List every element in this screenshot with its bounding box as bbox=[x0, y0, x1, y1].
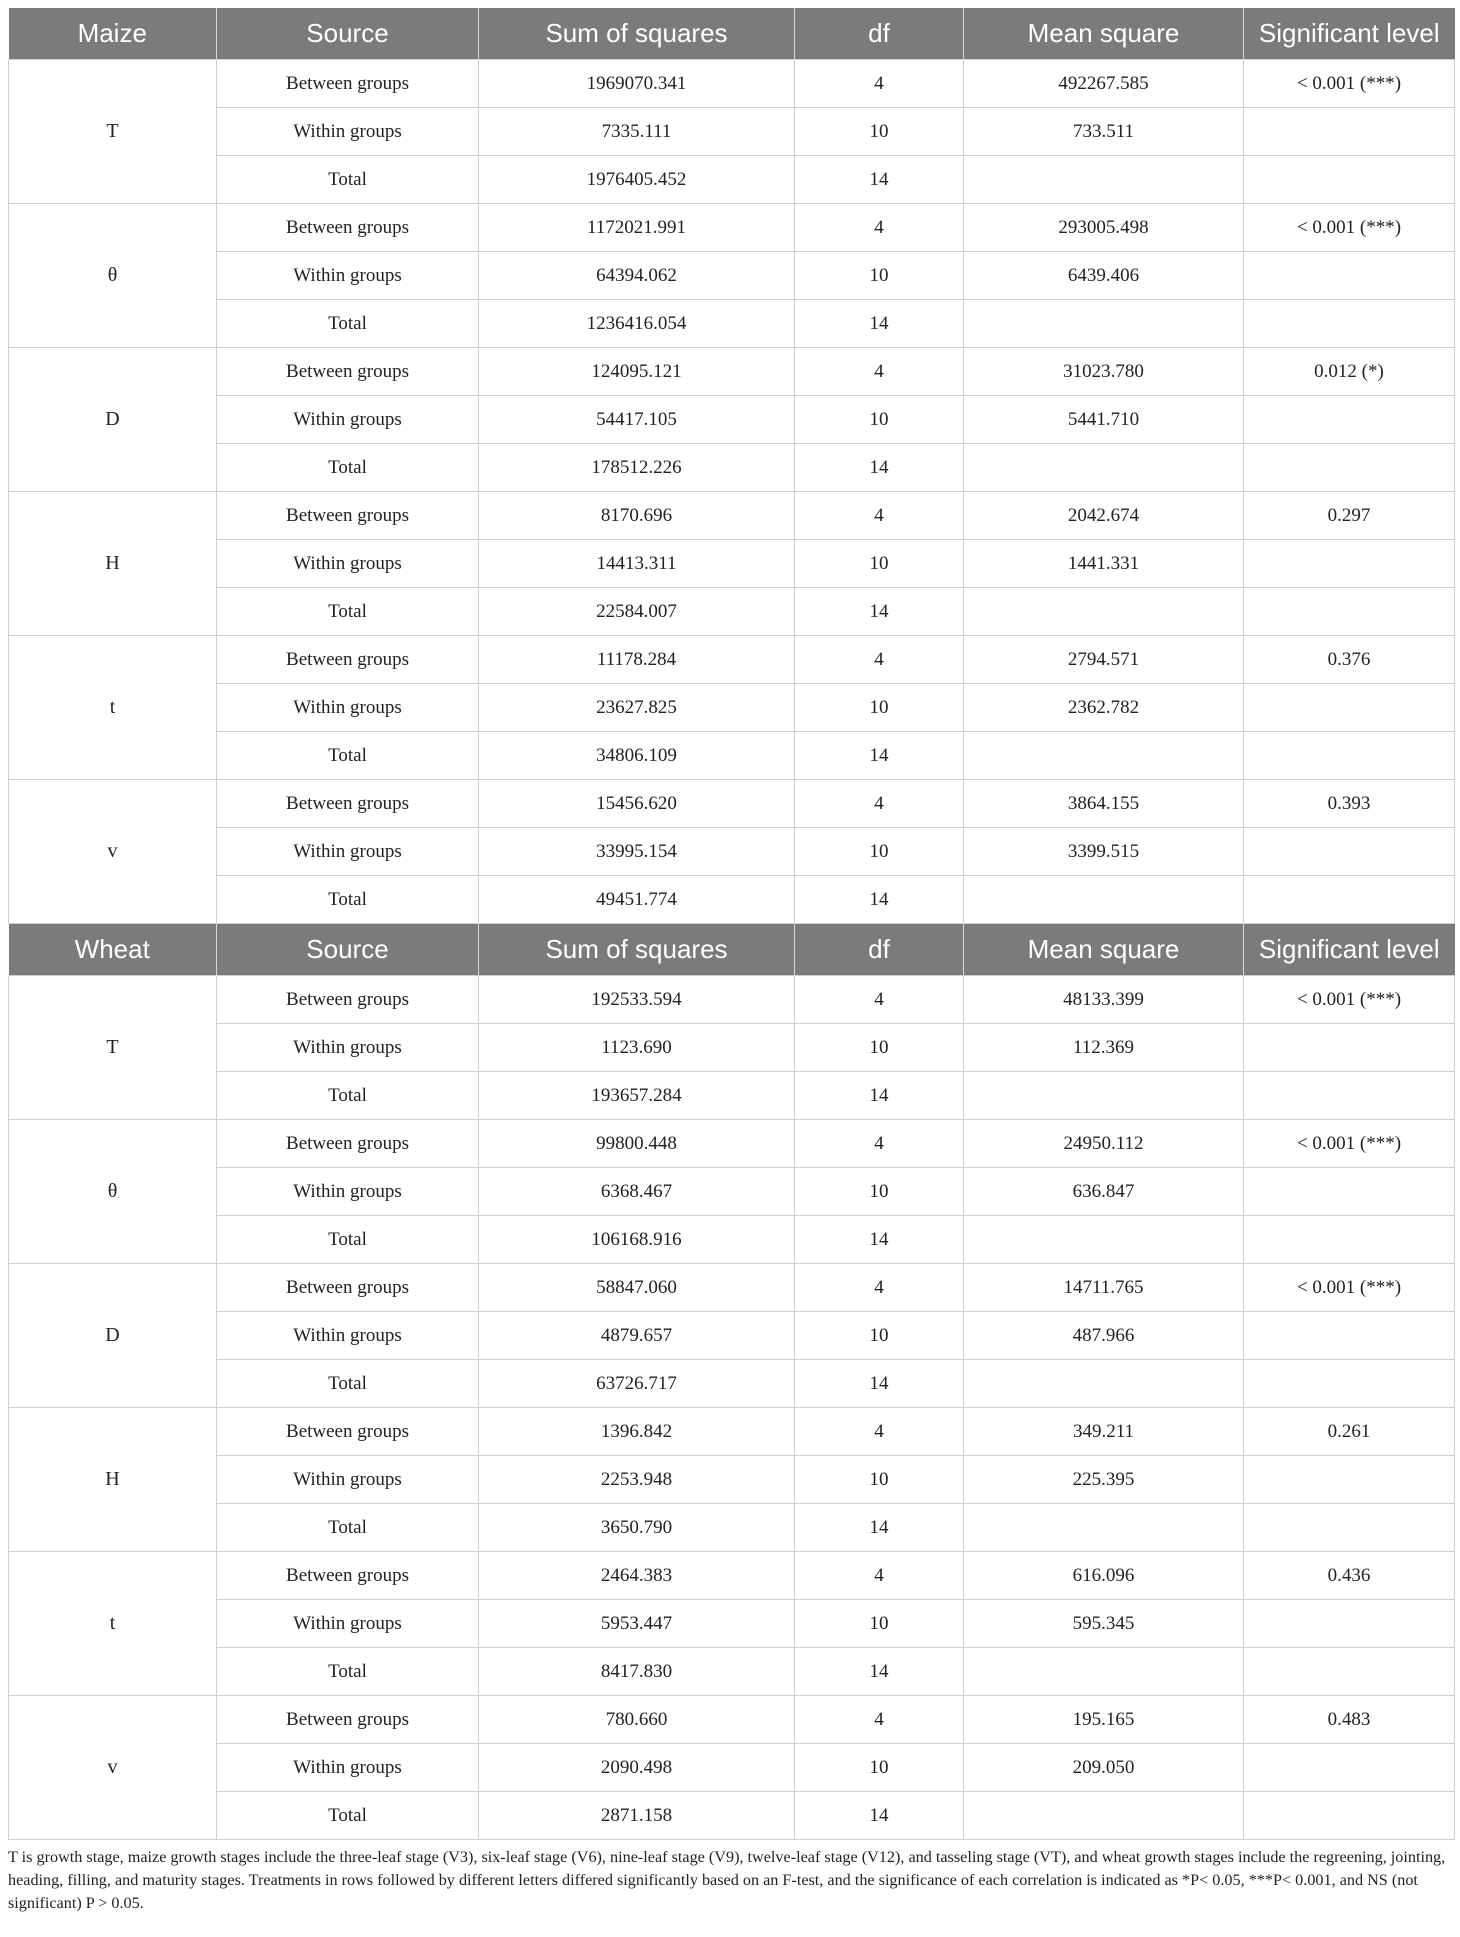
sum-of-squares-cell: 58847.060 bbox=[479, 1264, 795, 1312]
significance-cell: 0.297 bbox=[1244, 492, 1455, 540]
sum-of-squares-cell: 106168.916 bbox=[479, 1216, 795, 1264]
sum-of-squares-cell: 2090.498 bbox=[479, 1744, 795, 1792]
df-cell: 10 bbox=[795, 684, 964, 732]
mean-square-cell: 6439.406 bbox=[964, 252, 1244, 300]
sum-of-squares-cell: 11178.284 bbox=[479, 636, 795, 684]
table-row bbox=[9, 492, 1455, 540]
sum-of-squares-cell: 2253.948 bbox=[479, 1456, 795, 1504]
df-cell: 10 bbox=[795, 540, 964, 588]
sum-of-squares-cell: 2871.158 bbox=[479, 1792, 795, 1840]
significance-cell: 0.261 bbox=[1244, 1408, 1455, 1456]
mean-square-cell: 5441.710 bbox=[964, 396, 1244, 444]
column-header: Source bbox=[217, 8, 479, 60]
table-row bbox=[9, 1360, 1455, 1408]
df-cell: 14 bbox=[795, 444, 964, 492]
significance-cell bbox=[1244, 300, 1455, 348]
table-row bbox=[9, 780, 1455, 828]
df-cell: 10 bbox=[795, 108, 964, 156]
mean-square-cell bbox=[964, 300, 1244, 348]
column-header: Sum of squares bbox=[479, 8, 795, 60]
sum-of-squares-cell: 8170.696 bbox=[479, 492, 795, 540]
table-row bbox=[9, 1456, 1455, 1504]
source-cell: Within groups bbox=[217, 1024, 479, 1072]
table-row bbox=[9, 444, 1455, 492]
anova-table bbox=[8, 8, 1455, 1840]
df-cell: 4 bbox=[795, 1264, 964, 1312]
source-cell: Between groups bbox=[217, 60, 479, 108]
significance-cell bbox=[1244, 588, 1455, 636]
source-cell: Within groups bbox=[217, 1168, 479, 1216]
variable-cell: v bbox=[9, 1696, 217, 1840]
significance-cell bbox=[1244, 684, 1455, 732]
source-cell: Between groups bbox=[217, 1120, 479, 1168]
df-cell: 14 bbox=[795, 1504, 964, 1552]
source-cell: Between groups bbox=[217, 636, 479, 684]
table-row bbox=[9, 976, 1455, 1024]
mean-square-cell: 2362.782 bbox=[964, 684, 1244, 732]
variable-cell: H bbox=[9, 492, 217, 636]
sum-of-squares-cell: 14413.311 bbox=[479, 540, 795, 588]
source-cell: Within groups bbox=[217, 1600, 479, 1648]
sum-of-squares-cell: 124095.121 bbox=[479, 348, 795, 396]
df-cell: 4 bbox=[795, 1552, 964, 1600]
table-row bbox=[9, 684, 1455, 732]
mean-square-cell: 2042.674 bbox=[964, 492, 1244, 540]
df-cell: 10 bbox=[795, 1168, 964, 1216]
table-row bbox=[9, 1600, 1455, 1648]
mean-square-cell: 492267.585 bbox=[964, 60, 1244, 108]
df-cell: 14 bbox=[795, 876, 964, 924]
sum-of-squares-cell: 33995.154 bbox=[479, 828, 795, 876]
mean-square-cell bbox=[964, 1072, 1244, 1120]
source-cell: Total bbox=[217, 876, 479, 924]
table-row bbox=[9, 1120, 1455, 1168]
significance-cell: < 0.001 (***) bbox=[1244, 976, 1455, 1024]
variable-cell: θ bbox=[9, 204, 217, 348]
significance-cell bbox=[1244, 1312, 1455, 1360]
sum-of-squares-cell: 1976405.452 bbox=[479, 156, 795, 204]
table-row bbox=[9, 588, 1455, 636]
df-cell: 10 bbox=[795, 252, 964, 300]
source-cell: Total bbox=[217, 1072, 479, 1120]
sum-of-squares-cell: 23627.825 bbox=[479, 684, 795, 732]
variable-cell: θ bbox=[9, 1120, 217, 1264]
source-cell: Between groups bbox=[217, 1552, 479, 1600]
column-header: Significant level bbox=[1258, 18, 1440, 48]
df-cell: 4 bbox=[795, 1120, 964, 1168]
source-cell: Total bbox=[217, 444, 479, 492]
significance-cell: 0.376 bbox=[1244, 636, 1455, 684]
significance-cell bbox=[1244, 732, 1455, 780]
df-cell: 14 bbox=[795, 300, 964, 348]
sum-of-squares-cell: 22584.007 bbox=[479, 588, 795, 636]
table-footnote: T is growth stage, maize growth stages include the three-leaf stage (V3), six-leaf stage (V6), nine-leaf stage (V9), twelve-leaf stage (V12), and tasseling stage (VT), and wheat growth stages include the regreening, jointing, heading, filling, and maturity stages. Treatments in rows followed by different letters differed significantly based on an F-test, and the significance of each correlation is indicated as *P< 0.05, ***P< 0.001, and NS (not significant) P > 0.05. bbox=[8, 1848, 1446, 1912]
significance-cell bbox=[1244, 108, 1455, 156]
crop-header: Maize bbox=[9, 8, 217, 60]
mean-square-cell: 209.050 bbox=[964, 1744, 1244, 1792]
source-cell: Within groups bbox=[217, 1312, 479, 1360]
table-row bbox=[9, 1024, 1455, 1072]
df-cell: 4 bbox=[795, 1408, 964, 1456]
table-row bbox=[9, 876, 1455, 924]
mean-square-cell: 293005.498 bbox=[964, 204, 1244, 252]
sum-of-squares-cell: 1969070.341 bbox=[479, 60, 795, 108]
df-cell: 10 bbox=[795, 1024, 964, 1072]
variable-cell: D bbox=[9, 1264, 217, 1408]
table-row bbox=[9, 1552, 1455, 1600]
sum-of-squares-cell: 780.660 bbox=[479, 1696, 795, 1744]
table-row bbox=[9, 1168, 1455, 1216]
mean-square-cell: 487.966 bbox=[964, 1312, 1244, 1360]
mean-square-cell bbox=[964, 732, 1244, 780]
mean-square-cell: 3864.155 bbox=[964, 780, 1244, 828]
df-cell: 14 bbox=[795, 588, 964, 636]
column-header: Mean square bbox=[964, 8, 1244, 60]
anova-table-body bbox=[9, 8, 1455, 1840]
significance-cell bbox=[1244, 444, 1455, 492]
sum-of-squares-cell: 6368.467 bbox=[479, 1168, 795, 1216]
variable-cell: T bbox=[9, 60, 217, 204]
mean-square-cell: 112.369 bbox=[964, 1024, 1244, 1072]
significance-cell bbox=[1244, 1072, 1455, 1120]
sum-of-squares-cell: 2464.383 bbox=[479, 1552, 795, 1600]
sum-of-squares-cell: 1172021.991 bbox=[479, 204, 795, 252]
mean-square-cell: 733.511 bbox=[964, 108, 1244, 156]
df-cell: 10 bbox=[795, 1744, 964, 1792]
df-cell: 4 bbox=[795, 780, 964, 828]
significance-cell: 0.483 bbox=[1244, 1696, 1455, 1744]
table-row bbox=[9, 1216, 1455, 1264]
df-cell: 10 bbox=[795, 396, 964, 444]
source-cell: Within groups bbox=[217, 108, 479, 156]
mean-square-cell bbox=[964, 156, 1244, 204]
mean-square-cell bbox=[964, 444, 1244, 492]
sum-of-squares-cell: 1236416.054 bbox=[479, 300, 795, 348]
table-row bbox=[9, 396, 1455, 444]
table-row bbox=[9, 60, 1455, 108]
column-header: Source bbox=[217, 924, 479, 976]
mean-square-cell: 349.211 bbox=[964, 1408, 1244, 1456]
significance-cell: 0.012 (*) bbox=[1244, 348, 1455, 396]
significance-cell bbox=[1244, 1648, 1455, 1696]
significance-cell bbox=[1244, 1600, 1455, 1648]
table-row bbox=[9, 252, 1455, 300]
significance-cell: < 0.001 (***) bbox=[1244, 204, 1455, 252]
table-row bbox=[9, 1792, 1455, 1840]
table-row bbox=[9, 156, 1455, 204]
table-row bbox=[9, 1408, 1455, 1456]
crop-header: Wheat bbox=[9, 924, 217, 976]
source-cell: Within groups bbox=[217, 1744, 479, 1792]
df-cell: 4 bbox=[795, 636, 964, 684]
df-cell: 14 bbox=[795, 1792, 964, 1840]
mean-square-cell: 14711.765 bbox=[964, 1264, 1244, 1312]
variable-cell: v bbox=[9, 780, 217, 924]
significance-cell bbox=[1244, 876, 1455, 924]
source-cell: Within groups bbox=[217, 1456, 479, 1504]
source-cell: Total bbox=[217, 1792, 479, 1840]
table-row bbox=[9, 1072, 1455, 1120]
significance-cell bbox=[1244, 1456, 1455, 1504]
source-cell: Within groups bbox=[217, 828, 479, 876]
table-row bbox=[9, 108, 1455, 156]
df-cell: 14 bbox=[795, 1360, 964, 1408]
mean-square-cell: 3399.515 bbox=[964, 828, 1244, 876]
df-cell: 4 bbox=[795, 348, 964, 396]
variable-cell: D bbox=[9, 348, 217, 492]
sum-of-squares-cell: 178512.226 bbox=[479, 444, 795, 492]
significance-cell bbox=[1244, 1216, 1455, 1264]
significance-cell bbox=[1244, 540, 1455, 588]
significance-cell: 0.393 bbox=[1244, 780, 1455, 828]
mean-square-cell bbox=[964, 1216, 1244, 1264]
header-row bbox=[9, 8, 1455, 60]
significance-cell bbox=[1244, 1360, 1455, 1408]
sum-of-squares-cell: 3650.790 bbox=[479, 1504, 795, 1552]
sum-of-squares-cell: 64394.062 bbox=[479, 252, 795, 300]
df-cell: 14 bbox=[795, 156, 964, 204]
source-cell: Total bbox=[217, 300, 479, 348]
mean-square-cell: 636.847 bbox=[964, 1168, 1244, 1216]
source-cell: Between groups bbox=[217, 1408, 479, 1456]
table-row bbox=[9, 1264, 1455, 1312]
significance-cell bbox=[1244, 828, 1455, 876]
significance-cell: < 0.001 (***) bbox=[1244, 60, 1455, 108]
df-cell: 4 bbox=[795, 492, 964, 540]
df-cell: 10 bbox=[795, 1600, 964, 1648]
sum-of-squares-cell: 7335.111 bbox=[479, 108, 795, 156]
mean-square-cell: 595.345 bbox=[964, 1600, 1244, 1648]
column-header: Sum of squares bbox=[479, 924, 795, 976]
mean-square-cell bbox=[964, 1360, 1244, 1408]
table-row bbox=[9, 540, 1455, 588]
source-cell: Within groups bbox=[217, 396, 479, 444]
df-cell: 14 bbox=[795, 1648, 964, 1696]
significance-cell bbox=[1244, 1504, 1455, 1552]
sum-of-squares-cell: 5953.447 bbox=[479, 1600, 795, 1648]
source-cell: Between groups bbox=[217, 976, 479, 1024]
df-cell: 4 bbox=[795, 204, 964, 252]
variable-cell: t bbox=[9, 1552, 217, 1696]
df-cell: 4 bbox=[795, 976, 964, 1024]
sum-of-squares-cell: 54417.105 bbox=[479, 396, 795, 444]
table-row bbox=[9, 828, 1455, 876]
sum-of-squares-cell: 63726.717 bbox=[479, 1360, 795, 1408]
significance-cell bbox=[1244, 1744, 1455, 1792]
mean-square-cell: 1441.331 bbox=[964, 540, 1244, 588]
source-cell: Between groups bbox=[217, 204, 479, 252]
source-cell: Within groups bbox=[217, 540, 479, 588]
column-header: df bbox=[795, 924, 964, 976]
sum-of-squares-cell: 49451.774 bbox=[479, 876, 795, 924]
mean-square-cell bbox=[964, 1504, 1244, 1552]
header-row bbox=[9, 924, 1455, 976]
variable-cell: t bbox=[9, 636, 217, 780]
source-cell: Total bbox=[217, 156, 479, 204]
source-cell: Total bbox=[217, 1504, 479, 1552]
source-cell: Between groups bbox=[217, 780, 479, 828]
significance-cell bbox=[1244, 156, 1455, 204]
df-cell: 10 bbox=[795, 1312, 964, 1360]
df-cell: 4 bbox=[795, 1696, 964, 1744]
mean-square-cell: 31023.780 bbox=[964, 348, 1244, 396]
source-cell: Total bbox=[217, 1648, 479, 1696]
source-cell: Within groups bbox=[217, 684, 479, 732]
table-row bbox=[9, 300, 1455, 348]
variable-cell: H bbox=[9, 1408, 217, 1552]
column-header: Significant level bbox=[1258, 934, 1440, 964]
mean-square-cell: 616.096 bbox=[964, 1552, 1244, 1600]
mean-square-cell: 24950.112 bbox=[964, 1120, 1244, 1168]
table-row bbox=[9, 204, 1455, 252]
mean-square-cell: 2794.571 bbox=[964, 636, 1244, 684]
variable-cell: T bbox=[9, 976, 217, 1120]
sum-of-squares-cell: 1123.690 bbox=[479, 1024, 795, 1072]
table-row bbox=[9, 1312, 1455, 1360]
mean-square-cell bbox=[964, 588, 1244, 636]
significance-cell: 0.436 bbox=[1244, 1552, 1455, 1600]
source-cell: Between groups bbox=[217, 1696, 479, 1744]
significance-cell bbox=[1244, 1024, 1455, 1072]
mean-square-cell bbox=[964, 1792, 1244, 1840]
sum-of-squares-cell: 34806.109 bbox=[479, 732, 795, 780]
significance-cell bbox=[1244, 1168, 1455, 1216]
significance-cell bbox=[1244, 252, 1455, 300]
df-cell: 10 bbox=[795, 828, 964, 876]
source-cell: Total bbox=[217, 1360, 479, 1408]
column-header: Mean square bbox=[964, 924, 1244, 976]
table-row bbox=[9, 636, 1455, 684]
mean-square-cell bbox=[964, 876, 1244, 924]
mean-square-cell: 195.165 bbox=[964, 1696, 1244, 1744]
significance-cell bbox=[1244, 1792, 1455, 1840]
df-cell: 14 bbox=[795, 1216, 964, 1264]
significance-cell: < 0.001 (***) bbox=[1244, 1264, 1455, 1312]
table-row bbox=[9, 1504, 1455, 1552]
df-cell: 14 bbox=[795, 732, 964, 780]
source-cell: Total bbox=[217, 588, 479, 636]
sum-of-squares-cell: 8417.830 bbox=[479, 1648, 795, 1696]
source-cell: Within groups bbox=[217, 252, 479, 300]
column-header: df bbox=[795, 8, 964, 60]
mean-square-cell: 225.395 bbox=[964, 1456, 1244, 1504]
sum-of-squares-cell: 15456.620 bbox=[479, 780, 795, 828]
df-cell: 14 bbox=[795, 1072, 964, 1120]
df-cell: 10 bbox=[795, 1456, 964, 1504]
source-cell: Between groups bbox=[217, 492, 479, 540]
sum-of-squares-cell: 1396.842 bbox=[479, 1408, 795, 1456]
mean-square-cell bbox=[964, 1648, 1244, 1696]
anova-table-container bbox=[8, 8, 1454, 1915]
source-cell: Between groups bbox=[217, 1264, 479, 1312]
sum-of-squares-cell: 192533.594 bbox=[479, 976, 795, 1024]
source-cell: Total bbox=[217, 732, 479, 780]
significance-cell: < 0.001 (***) bbox=[1244, 1120, 1455, 1168]
source-cell: Between groups bbox=[217, 348, 479, 396]
significance-cell bbox=[1244, 396, 1455, 444]
sum-of-squares-cell: 99800.448 bbox=[479, 1120, 795, 1168]
source-cell: Total bbox=[217, 1216, 479, 1264]
table-row bbox=[9, 348, 1455, 396]
df-cell: 4 bbox=[795, 60, 964, 108]
table-row bbox=[9, 732, 1455, 780]
table-row bbox=[9, 1648, 1455, 1696]
table-row bbox=[9, 1696, 1455, 1744]
sum-of-squares-cell: 4879.657 bbox=[479, 1312, 795, 1360]
mean-square-cell: 48133.399 bbox=[964, 976, 1244, 1024]
sum-of-squares-cell: 193657.284 bbox=[479, 1072, 795, 1120]
table-row bbox=[9, 1744, 1455, 1792]
